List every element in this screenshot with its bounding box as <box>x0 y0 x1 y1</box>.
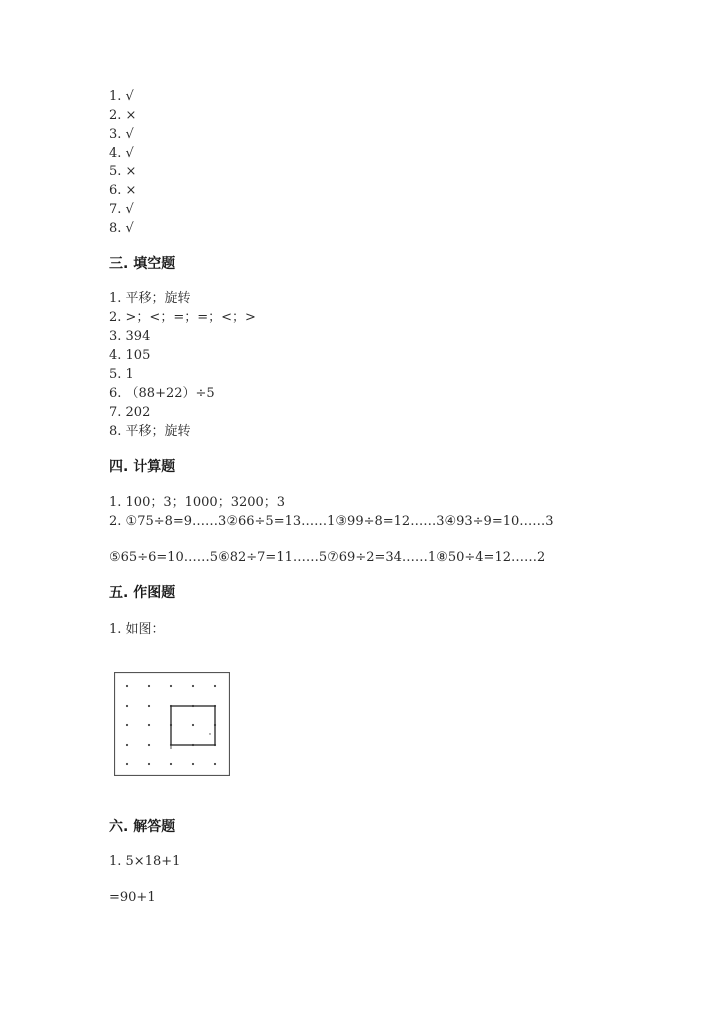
answer-line: 7. √ <box>109 202 134 217</box>
answer-line: 2. >；<；=；=；<；> <box>109 310 256 325</box>
answer-line: 1. 100；3；1000；3200；3 <box>109 495 286 510</box>
answer-line: 5. × <box>109 164 137 179</box>
dot-grid-figure <box>114 672 229 775</box>
answer-line: 1. 5×18+1 <box>109 854 181 869</box>
section-heading-word-problems: 六. 解答题 <box>109 819 176 835</box>
answer-line: 1. 平移；旋转 <box>109 291 191 306</box>
answer-line: 2. × <box>109 108 137 123</box>
section-heading-fill-in: 三. 填空题 <box>109 256 176 272</box>
answer-line: 8. √ <box>109 221 134 236</box>
dot-grid-drawing <box>114 672 230 776</box>
answer-line: 1. 如图： <box>109 622 165 637</box>
answer-line: 3. √ <box>109 127 134 142</box>
answer-line: 4. 105 <box>109 348 151 363</box>
answer-line: 3. 394 <box>109 329 151 344</box>
answer-line: 6. （88+22）÷5 <box>109 386 215 401</box>
section-heading-drawing: 五. 作图题 <box>109 585 176 601</box>
answer-line: 6. × <box>109 183 137 198</box>
section-heading-calculation: 四. 计算题 <box>109 459 176 475</box>
answer-line: 8. 平移；旋转 <box>109 424 191 439</box>
answer-line: ⑤65÷6=10……5⑥82÷7=11……5⑦69÷2=34……1⑧50÷4=12……2 <box>109 550 546 565</box>
answer-line: 7. 202 <box>109 405 151 420</box>
answer-line: 2. ①75÷8=9……3②66÷5=13……1③99÷8=12……3④93÷9=10……3 <box>109 514 554 529</box>
answer-line: 1. √ <box>109 89 134 104</box>
answer-line: 4. √ <box>109 146 134 161</box>
answer-line: 5. 1 <box>109 367 134 382</box>
answer-line: =90+1 <box>109 890 156 905</box>
